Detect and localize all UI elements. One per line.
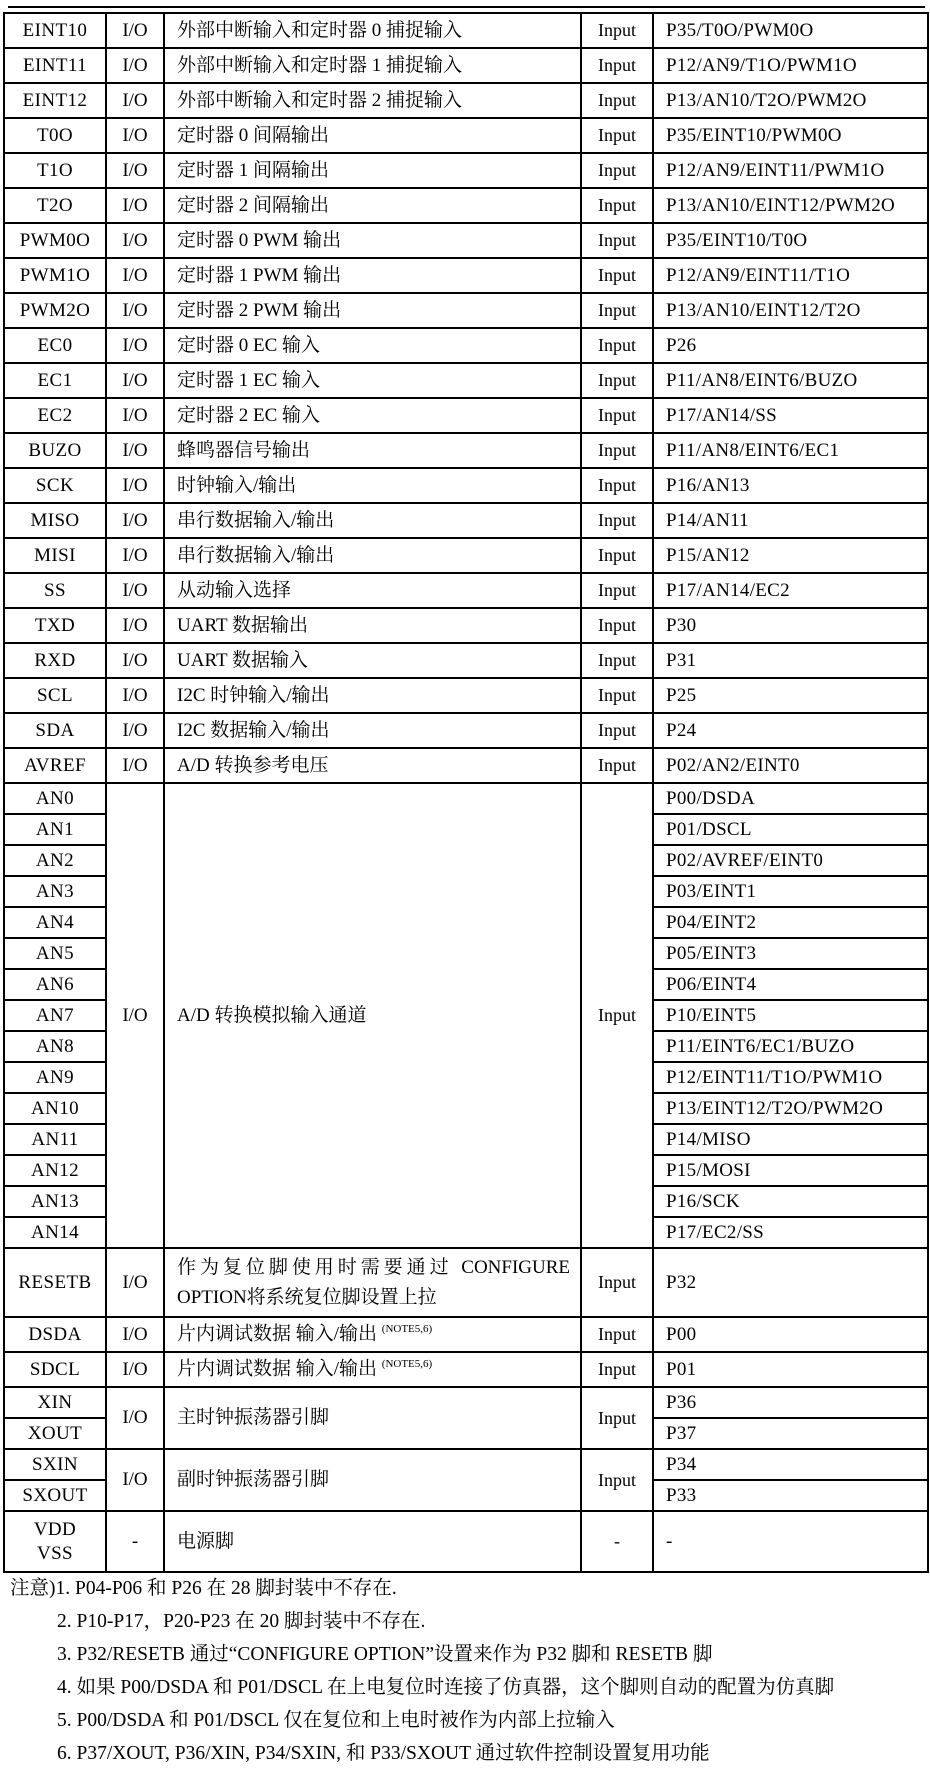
pin-mapping-cell: P35/EINT10/PWM0O [653,118,928,153]
io-type-cell: - [106,1511,164,1572]
direction-cell: Input [581,328,653,363]
direction-cell: Input [581,83,653,118]
description-cell: 定时器 0 EC 输入 [164,328,581,363]
signal-name-cell: MISI [4,538,106,573]
description-cell: UART 数据输出 [164,608,581,643]
pin-mapping-cell: P11/AN8/EINT6/BUZO [653,363,928,398]
pin-mapping-cell: P12/AN9/EINT11/T1O [653,258,928,293]
signal-name-cell: T0O [4,118,106,153]
description-cell: 时钟输入/输出 [164,468,581,503]
signal-name-cell: EC0 [4,328,106,363]
signal-name-cell: SCL [4,678,106,713]
signal-name-cell: SDA [4,713,106,748]
signal-name-cell: AN10 [4,1093,106,1124]
pin-mapping-cell: P02/AVREF/EINT0 [653,845,928,876]
signal-name-cell: SXOUT [4,1480,106,1511]
signal-name-cell: SXIN [4,1449,106,1480]
signal-name-cell: AN2 [4,845,106,876]
pin-table-body [4,13,928,1572]
direction-cell: Input [581,363,653,398]
signal-name-cell: BUZO [4,433,106,468]
signal-name-cell: XOUT [4,1418,106,1449]
table-row [4,363,928,398]
table-row [4,118,928,153]
table-row [4,1449,928,1480]
direction-cell: Input [581,1317,653,1352]
pin-mapping-cell: P30 [653,608,928,643]
pin-mapping-cell: P17/AN14/SS [653,398,928,433]
direction-cell: Input [581,258,653,293]
description-cell: 外部中断输入和定时器 2 捕捉输入 [164,83,581,118]
pin-mapping-cell: P36 [653,1387,928,1418]
table-row [4,328,928,363]
pin-mapping-cell: P04/EINT2 [653,907,928,938]
signal-name-cell: AN0 [4,783,106,814]
signal-name-cell: AN12 [4,1155,106,1186]
signal-name-cell: SDCL [4,1352,106,1387]
pin-mapping-cell: P13/AN10/EINT12/T2O [653,293,928,328]
table-row [4,1352,928,1387]
pin-mapping-cell: P00/DSDA [653,783,928,814]
direction-cell: Input [581,188,653,223]
pin-mapping-cell: P11/AN8/EINT6/EC1 [653,433,928,468]
io-type-cell: I/O [106,783,164,1248]
note-line: 4. 如果 P00/DSDA 和 P01/DSCL 在上电复位时连接了仿真器，这个脚则自动的配置为仿真脚 [57,1677,835,1698]
pin-mapping-cell: P12/EINT11/T1O/PWM1O [653,1062,928,1093]
description-cell: 定时器 2 EC 输入 [164,398,581,433]
signal-name-cell: RESETB [4,1248,106,1317]
pin-mapping-cell: P32 [653,1248,928,1317]
signal-name-cell: AN6 [4,969,106,1000]
pin-mapping-cell: P34 [653,1449,928,1480]
pin-mapping-cell: P13/EINT12/T2O/PWM2O [653,1093,928,1124]
table-row [4,1317,928,1352]
io-type-cell: I/O [106,1449,164,1511]
io-type-cell: I/O [106,468,164,503]
signal-name-cell: TXD [4,608,106,643]
description-cell: UART 数据输入 [164,643,581,678]
pin-mapping-cell: P01 [653,1352,928,1387]
io-type-cell: I/O [106,713,164,748]
pin-mapping-cell: P06/EINT4 [653,969,928,1000]
table-row [4,258,928,293]
io-type-cell: I/O [106,328,164,363]
direction-cell: Input [581,1387,653,1449]
signal-name-cell: SCK [4,468,106,503]
direction-cell: Input [581,118,653,153]
table-row [4,678,928,713]
signal-name-cell: EINT12 [4,83,106,118]
signal-name-cell: PWM2O [4,293,106,328]
direction-cell: Input [581,1248,653,1317]
pin-mapping-cell: P15/MOSI [653,1155,928,1186]
pin-mapping-cell: P17/AN14/EC2 [653,573,928,608]
description-cell: 定时器 0 PWM 输出 [164,223,581,258]
table-row [4,1511,928,1572]
pin-mapping-cell: P00 [653,1317,928,1352]
table-row [4,1387,928,1418]
pin-mapping-cell: P05/EINT3 [653,938,928,969]
table-row [4,1248,928,1317]
io-type-cell: I/O [106,1248,164,1317]
pin-mapping-cell: P13/AN10/T2O/PWM2O [653,83,928,118]
signal-name-cell: AN8 [4,1031,106,1062]
signal-name-cell: PWM1O [4,258,106,293]
pin-mapping-cell: P35/EINT10/T0O [653,223,928,258]
description-cell: I2C 时钟输入/输出 [164,678,581,713]
note-line: 5. P00/DSDA 和 P01/DSCL 仅在复位和上电时被作为内部上拉输入 [57,1710,615,1731]
description-cell: 外部中断输入和定时器 1 捕捉输入 [164,48,581,83]
description-cell: A/D 转换模拟输入通道 [164,783,581,1248]
direction-cell: Input [581,13,653,48]
pin-mapping-cell: P12/AN9/T1O/PWM1O [653,48,928,83]
pin-mapping-cell: P12/AN9/EINT11/PWM1O [653,153,928,188]
io-type-cell: I/O [106,258,164,293]
table-row [4,83,928,118]
signal-name-cell: AN3 [4,876,106,907]
description-cell: 从动输入选择 [164,573,581,608]
note-reference: (NOTE5,6) [381,1323,433,1336]
io-type-cell: I/O [106,118,164,153]
table-row [4,573,928,608]
top-rule [8,6,925,8]
signal-name-cell: T1O [4,153,106,188]
table-row [4,398,928,433]
description-cell: 作为复位脚使用时需要通过 CONFIGURE OPTION将系统复位脚设置上拉 [164,1248,581,1317]
signal-name-cell: AN5 [4,938,106,969]
description-cell: 定时器 2 间隔输出 [164,188,581,223]
direction-cell: Input [581,608,653,643]
signal-name-cell: AN7 [4,1000,106,1031]
io-type-cell: I/O [106,48,164,83]
notes-section [10,1578,928,1773]
pin-mapping-cell: P03/EINT1 [653,876,928,907]
direction-cell: Input [581,538,653,573]
direction-cell: Input [581,1352,653,1387]
direction-cell: Input [581,643,653,678]
io-type-cell: I/O [106,188,164,223]
direction-cell: Input [581,223,653,258]
pin-mapping-cell: P25 [653,678,928,713]
direction-cell: Input [581,678,653,713]
io-type-cell: I/O [106,643,164,678]
description-cell: 串行数据输入/输出 [164,503,581,538]
description-cell: 定时器 2 PWM 输出 [164,293,581,328]
io-type-cell: I/O [106,223,164,258]
signal-name-cell: PWM0O [4,223,106,258]
io-type-cell: I/O [106,678,164,713]
io-type-cell: I/O [106,293,164,328]
io-type-cell: I/O [106,748,164,783]
signal-name-cell: EC2 [4,398,106,433]
note-line: 2. P10-P17，P20-P23 在 20 脚封装中不存在. [57,1611,426,1632]
direction-cell: Input [581,433,653,468]
io-type-cell: I/O [106,1387,164,1449]
signal-name-cell: AVREF [4,748,106,783]
signal-name-cell: AN11 [4,1124,106,1155]
description-cell: 定时器 1 间隔输出 [164,153,581,188]
description-cell: 定时器 0 间隔输出 [164,118,581,153]
direction-cell: Input [581,468,653,503]
io-type-cell: I/O [106,503,164,538]
signal-name-cell: AN14 [4,1217,106,1248]
signal-name-cell: AN4 [4,907,106,938]
description-cell: 副时钟振荡器引脚 [164,1449,581,1511]
direction-cell: Input [581,503,653,538]
pin-description-table [3,12,929,1573]
io-type-cell: I/O [106,538,164,573]
table-row [4,643,928,678]
signal-name-cell: XIN [4,1387,106,1418]
direction-cell: Input [581,748,653,783]
description-cell: 定时器 1 EC 输入 [164,363,581,398]
description-cell: 外部中断输入和定时器 0 捕捉输入 [164,13,581,48]
io-type-cell: I/O [106,573,164,608]
pin-mapping-cell: P33 [653,1480,928,1511]
direction-cell: Input [581,398,653,433]
description-cell: 定时器 1 PWM 输出 [164,258,581,293]
io-type-cell: I/O [106,13,164,48]
description-cell: 片内调试数据 输入/输出 $^{(NOTE5,6)}$ [164,1317,581,1352]
description-cell: 串行数据输入/输出 [164,538,581,573]
signal-name-cell: AN9 [4,1062,106,1093]
table-row [4,713,928,748]
io-type-cell: I/O [106,608,164,643]
direction-cell: Input [581,713,653,748]
description-cell: A/D 转换参考电压 [164,748,581,783]
pin-mapping-cell: P01/DSCL [653,814,928,845]
io-type-cell: I/O [106,83,164,118]
pin-mapping-cell: P31 [653,643,928,678]
table-row [4,223,928,258]
io-type-cell: I/O [106,433,164,468]
pin-mapping-cell: P02/AN2/EINT0 [653,748,928,783]
direction-cell: Input [581,1449,653,1511]
signal-name-cell: DSDA [4,1317,106,1352]
signal-name-cell: SS [4,573,106,608]
pin-mapping-cell: P14/MISO [653,1124,928,1155]
pin-mapping-cell: P17/EC2/SS [653,1217,928,1248]
pin-mapping-cell: P37 [653,1418,928,1449]
io-type-cell: I/O [106,398,164,433]
table-row [4,433,928,468]
table-row [4,608,928,643]
description-cell: 蜂鸣器信号输出 [164,433,581,468]
signal-name-cell: VDD VSS [4,1511,106,1572]
signal-name-cell: AN1 [4,814,106,845]
pin-mapping-cell: P16/SCK [653,1186,928,1217]
table-row [4,188,928,223]
signal-name-cell: MISO [4,503,106,538]
direction-cell: - [581,1511,653,1572]
description-cell: 主时钟振荡器引脚 [164,1387,581,1449]
description-cell: 电源脚 [164,1511,581,1572]
direction-cell: Input [581,153,653,188]
signal-name-cell: T2O [4,188,106,223]
table-row [4,468,928,503]
table-row [4,153,928,188]
table-row [4,503,928,538]
pin-mapping-cell: P35/T0O/PWM0O [653,13,928,48]
io-type-cell: I/O [106,1317,164,1352]
pin-mapping-cell: P14/AN11 [653,503,928,538]
signal-name-cell: AN13 [4,1186,106,1217]
table-row [4,783,928,814]
description-cell: 片内调试数据 输入/输出 $^{(NOTE5,6)}$ [164,1352,581,1387]
note-line: 注意)1. P04-P06 和 P26 在 28 脚封装中不存在. [10,1578,397,1599]
pin-mapping-cell: P15/AN12 [653,538,928,573]
pin-mapping-cell: P26 [653,328,928,363]
io-type-cell: I/O [106,153,164,188]
table-row [4,538,928,573]
table-row [4,293,928,328]
signal-name-cell: EC1 [4,363,106,398]
note-line: 3. P32/RESETB 通过“CONFIGURE OPTION”设置来作为 P32 脚和 RESETB 脚 [57,1644,713,1665]
io-type-cell: I/O [106,363,164,398]
direction-cell: Input [581,48,653,83]
description-cell: I2C 数据输入/输出 [164,713,581,748]
table-row [4,48,928,83]
note-line: 6. P37/XOUT, P36/XIN, P34/SXIN, 和 P33/SXOUT 通过软件控制设置复用功能 [57,1743,710,1764]
table-row [4,748,928,783]
note-reference: (NOTE5,6) [381,1358,433,1371]
pin-mapping-cell: P13/AN10/EINT12/PWM2O [653,188,928,223]
io-type-cell: I/O [106,1352,164,1387]
direction-cell: Input [581,293,653,328]
direction-cell: Input [581,573,653,608]
signal-name-cell: EINT11 [4,48,106,83]
signal-name-cell: EINT10 [4,13,106,48]
pin-mapping-cell: P11/EINT6/EC1/BUZO [653,1031,928,1062]
table-row [4,13,928,48]
pin-mapping-cell: P24 [653,713,928,748]
direction-cell: Input [581,783,653,1248]
pin-mapping-cell: P10/EINT5 [653,1000,928,1031]
pin-mapping-cell: - [653,1511,928,1572]
signal-name-cell: RXD [4,643,106,678]
pin-mapping-cell: P16/AN13 [653,468,928,503]
